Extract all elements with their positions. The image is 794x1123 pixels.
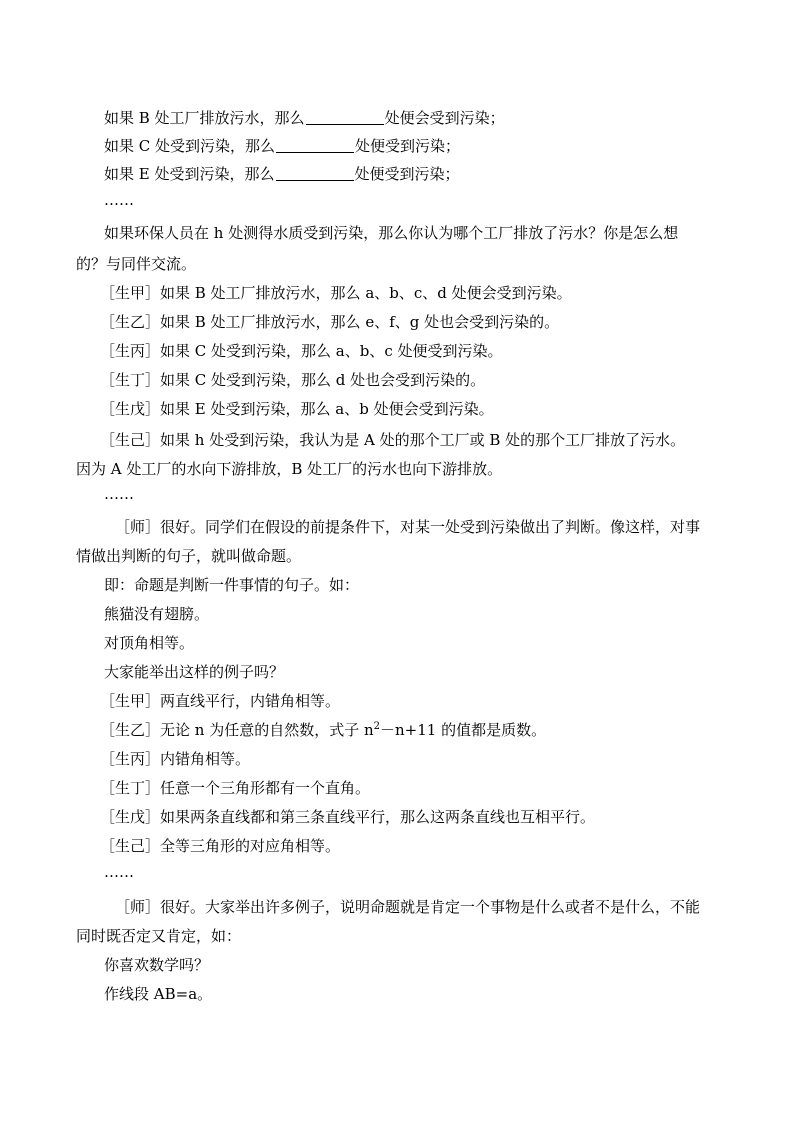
example: 作线段 AB=a。 (104, 985, 213, 1003)
line-text: 处便受到污染； (355, 137, 461, 155)
line-text: －n+11 的值都是质数。 (380, 721, 547, 739)
superscript: 2 (373, 721, 381, 732)
fill-in-blank (276, 166, 354, 181)
question: 大家能举出这样的例子吗？ (104, 663, 285, 681)
student-answer: ［生己］如果 h 处受到污染，我认为是 A 处的那个工厂或 B 处的那个工厂排放了污水。 (100, 431, 686, 449)
ellipsis: …… (104, 863, 134, 881)
line-text: 处便受到污染； (354, 165, 460, 183)
student-answer: ［生戊］如果两条直线都和第三条直线平行，那么这两条直线也互相平行。 (100, 808, 596, 826)
text-line (104, 108, 505, 128)
ellipsis: …… (104, 191, 134, 209)
definition: 即：命题是判断一件事情的句子。如： (104, 576, 360, 594)
student-answer: ［生甲］如果 B 处工厂排放污水，那么 a、b、c、d 处便会受到污染。 (100, 284, 572, 302)
student-answer (100, 720, 546, 740)
teacher-remark: ［师］很好。同学们在假设的前提条件下，对某一处受到污染做出了判断。像这样，对事 (115, 518, 701, 536)
line-text: 如果 C 处受到污染，那么 (104, 137, 276, 155)
teacher-remark: 同时既否定又肯定，如： (76, 927, 242, 945)
example: 你喜欢数学吗？ (104, 956, 210, 974)
line-text: 如果 B 处工厂排放污水，那么 (104, 109, 305, 127)
teacher-remark: 情做出判断的句子，就叫做命题。 (76, 547, 302, 565)
student-answer: ［生甲］两直线平行，内错角相等。 (100, 692, 341, 710)
line-text: 如果 E 处受到污染，那么 (104, 165, 275, 183)
student-answer: ［生丙］如果 C 处受到污染，那么 a、b、c 处便受到污染。 (100, 342, 503, 360)
student-answer: ［生戊］如果 E 处受到污染，那么 a、b 处便会受到污染。 (100, 400, 494, 418)
example: 熊猫没有翅膀。 (104, 605, 210, 623)
text-line (104, 136, 460, 156)
student-answer: ［生丙］内错角相等。 (100, 750, 251, 768)
paragraph-line: 如果环保人员在 h 处测得水质受到污染，那么你认为哪个工厂排放了污水？你是怎么想 (104, 224, 679, 242)
text-line (104, 164, 460, 184)
fill-in-blank (306, 110, 384, 125)
line-text: 处便会受到污染； (384, 109, 505, 127)
paragraph-line: 的？与同伴交流。 (76, 255, 197, 273)
student-answer: 因为 A 处工厂的水向下游排放，B 处工厂的污水也向下游排放。 (76, 460, 503, 478)
student-answer: ［生丁］任意一个三角形都有一个直角。 (100, 779, 371, 797)
student-answer: ［生乙］如果 B 处工厂排放污水，那么 e、f、g 处也会受到污染的。 (100, 313, 560, 331)
ellipsis: …… (104, 485, 134, 503)
teacher-remark: ［师］很好。大家举出许多例子，说明命题就是肯定一个事物是什么或者不是什么，不能 (115, 898, 701, 916)
line-text: ［生乙］无论 n 为任意的自然数，式子 n (100, 721, 374, 739)
example: 对顶角相等。 (104, 634, 195, 652)
fill-in-blank (276, 138, 354, 153)
student-answer: ［生己］全等三角形的对应角相等。 (100, 837, 341, 855)
student-answer: ［生丁］如果 C 处受到污染，那么 d 处也会受到污染的。 (100, 371, 486, 389)
